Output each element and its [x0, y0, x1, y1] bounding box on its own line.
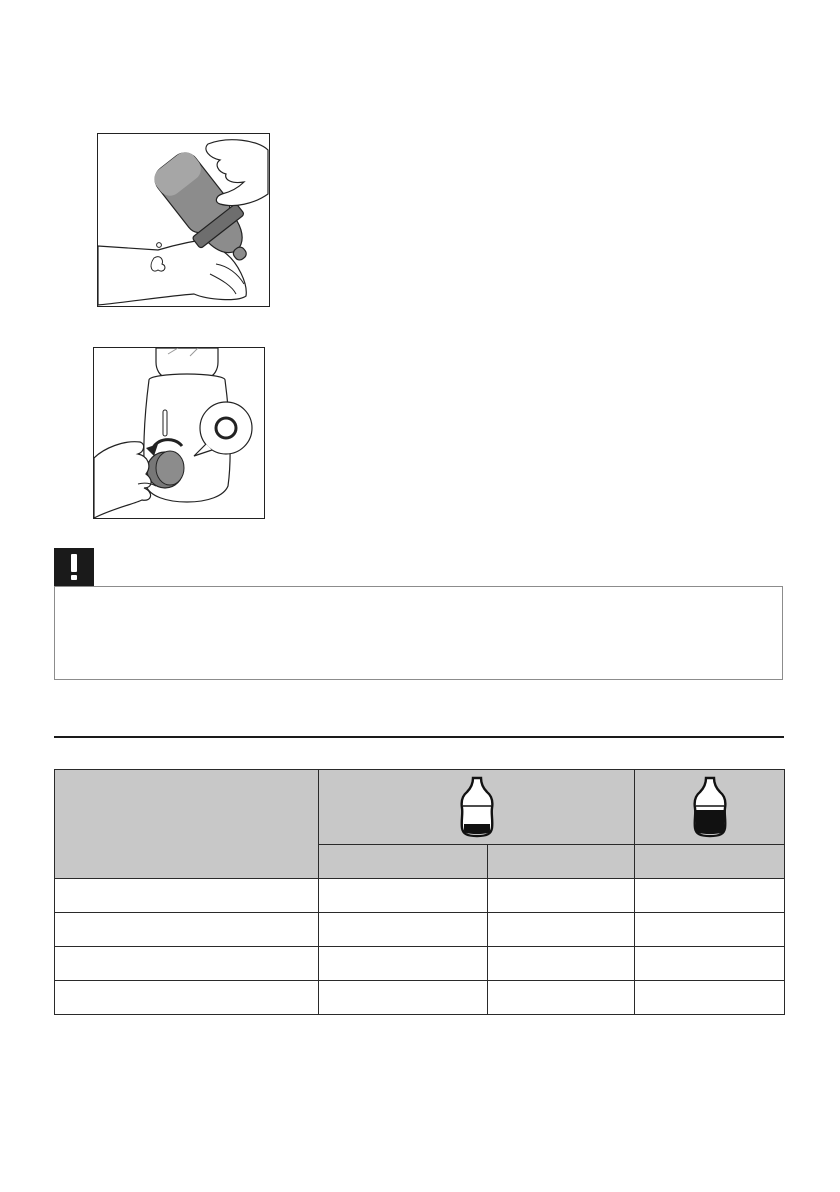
table-cell — [319, 947, 488, 981]
warming-table — [54, 769, 785, 1015]
bottle-high-fill-icon — [692, 776, 728, 838]
temperature-check-illustration — [97, 133, 270, 307]
subheader-3 — [635, 845, 785, 879]
table-cell — [55, 879, 319, 913]
table-row — [55, 913, 785, 947]
table-corner-header — [55, 770, 319, 879]
table-cell — [488, 913, 635, 947]
bottle-low-fill-icon — [459, 776, 495, 838]
knob-off-illustration — [93, 347, 265, 519]
subheader-2 — [488, 845, 635, 879]
table-cell — [635, 981, 785, 1015]
high-fill-header — [635, 770, 785, 845]
table-cell — [635, 879, 785, 913]
warning-tab — [54, 548, 94, 586]
table-cell — [635, 947, 785, 981]
section-divider — [54, 736, 784, 738]
table-cell — [488, 981, 635, 1015]
table-cell — [488, 947, 635, 981]
table-cell — [55, 981, 319, 1015]
table-cell — [319, 913, 488, 947]
table-cell — [635, 913, 785, 947]
table-cell — [55, 947, 319, 981]
bottle-wrist-test-illustration — [98, 134, 269, 306]
table-row — [55, 879, 785, 913]
exclamation-icon — [67, 553, 81, 581]
table-cell — [319, 879, 488, 913]
low-fill-header — [319, 770, 635, 845]
warning-box — [54, 586, 783, 680]
table-row — [55, 947, 785, 981]
table-row — [55, 981, 785, 1015]
table-cell — [488, 879, 635, 913]
table-cell — [55, 913, 319, 947]
bottle-warmer-knob-off-illustration — [94, 348, 264, 518]
subheader-1 — [319, 845, 488, 879]
table-cell — [319, 981, 488, 1015]
